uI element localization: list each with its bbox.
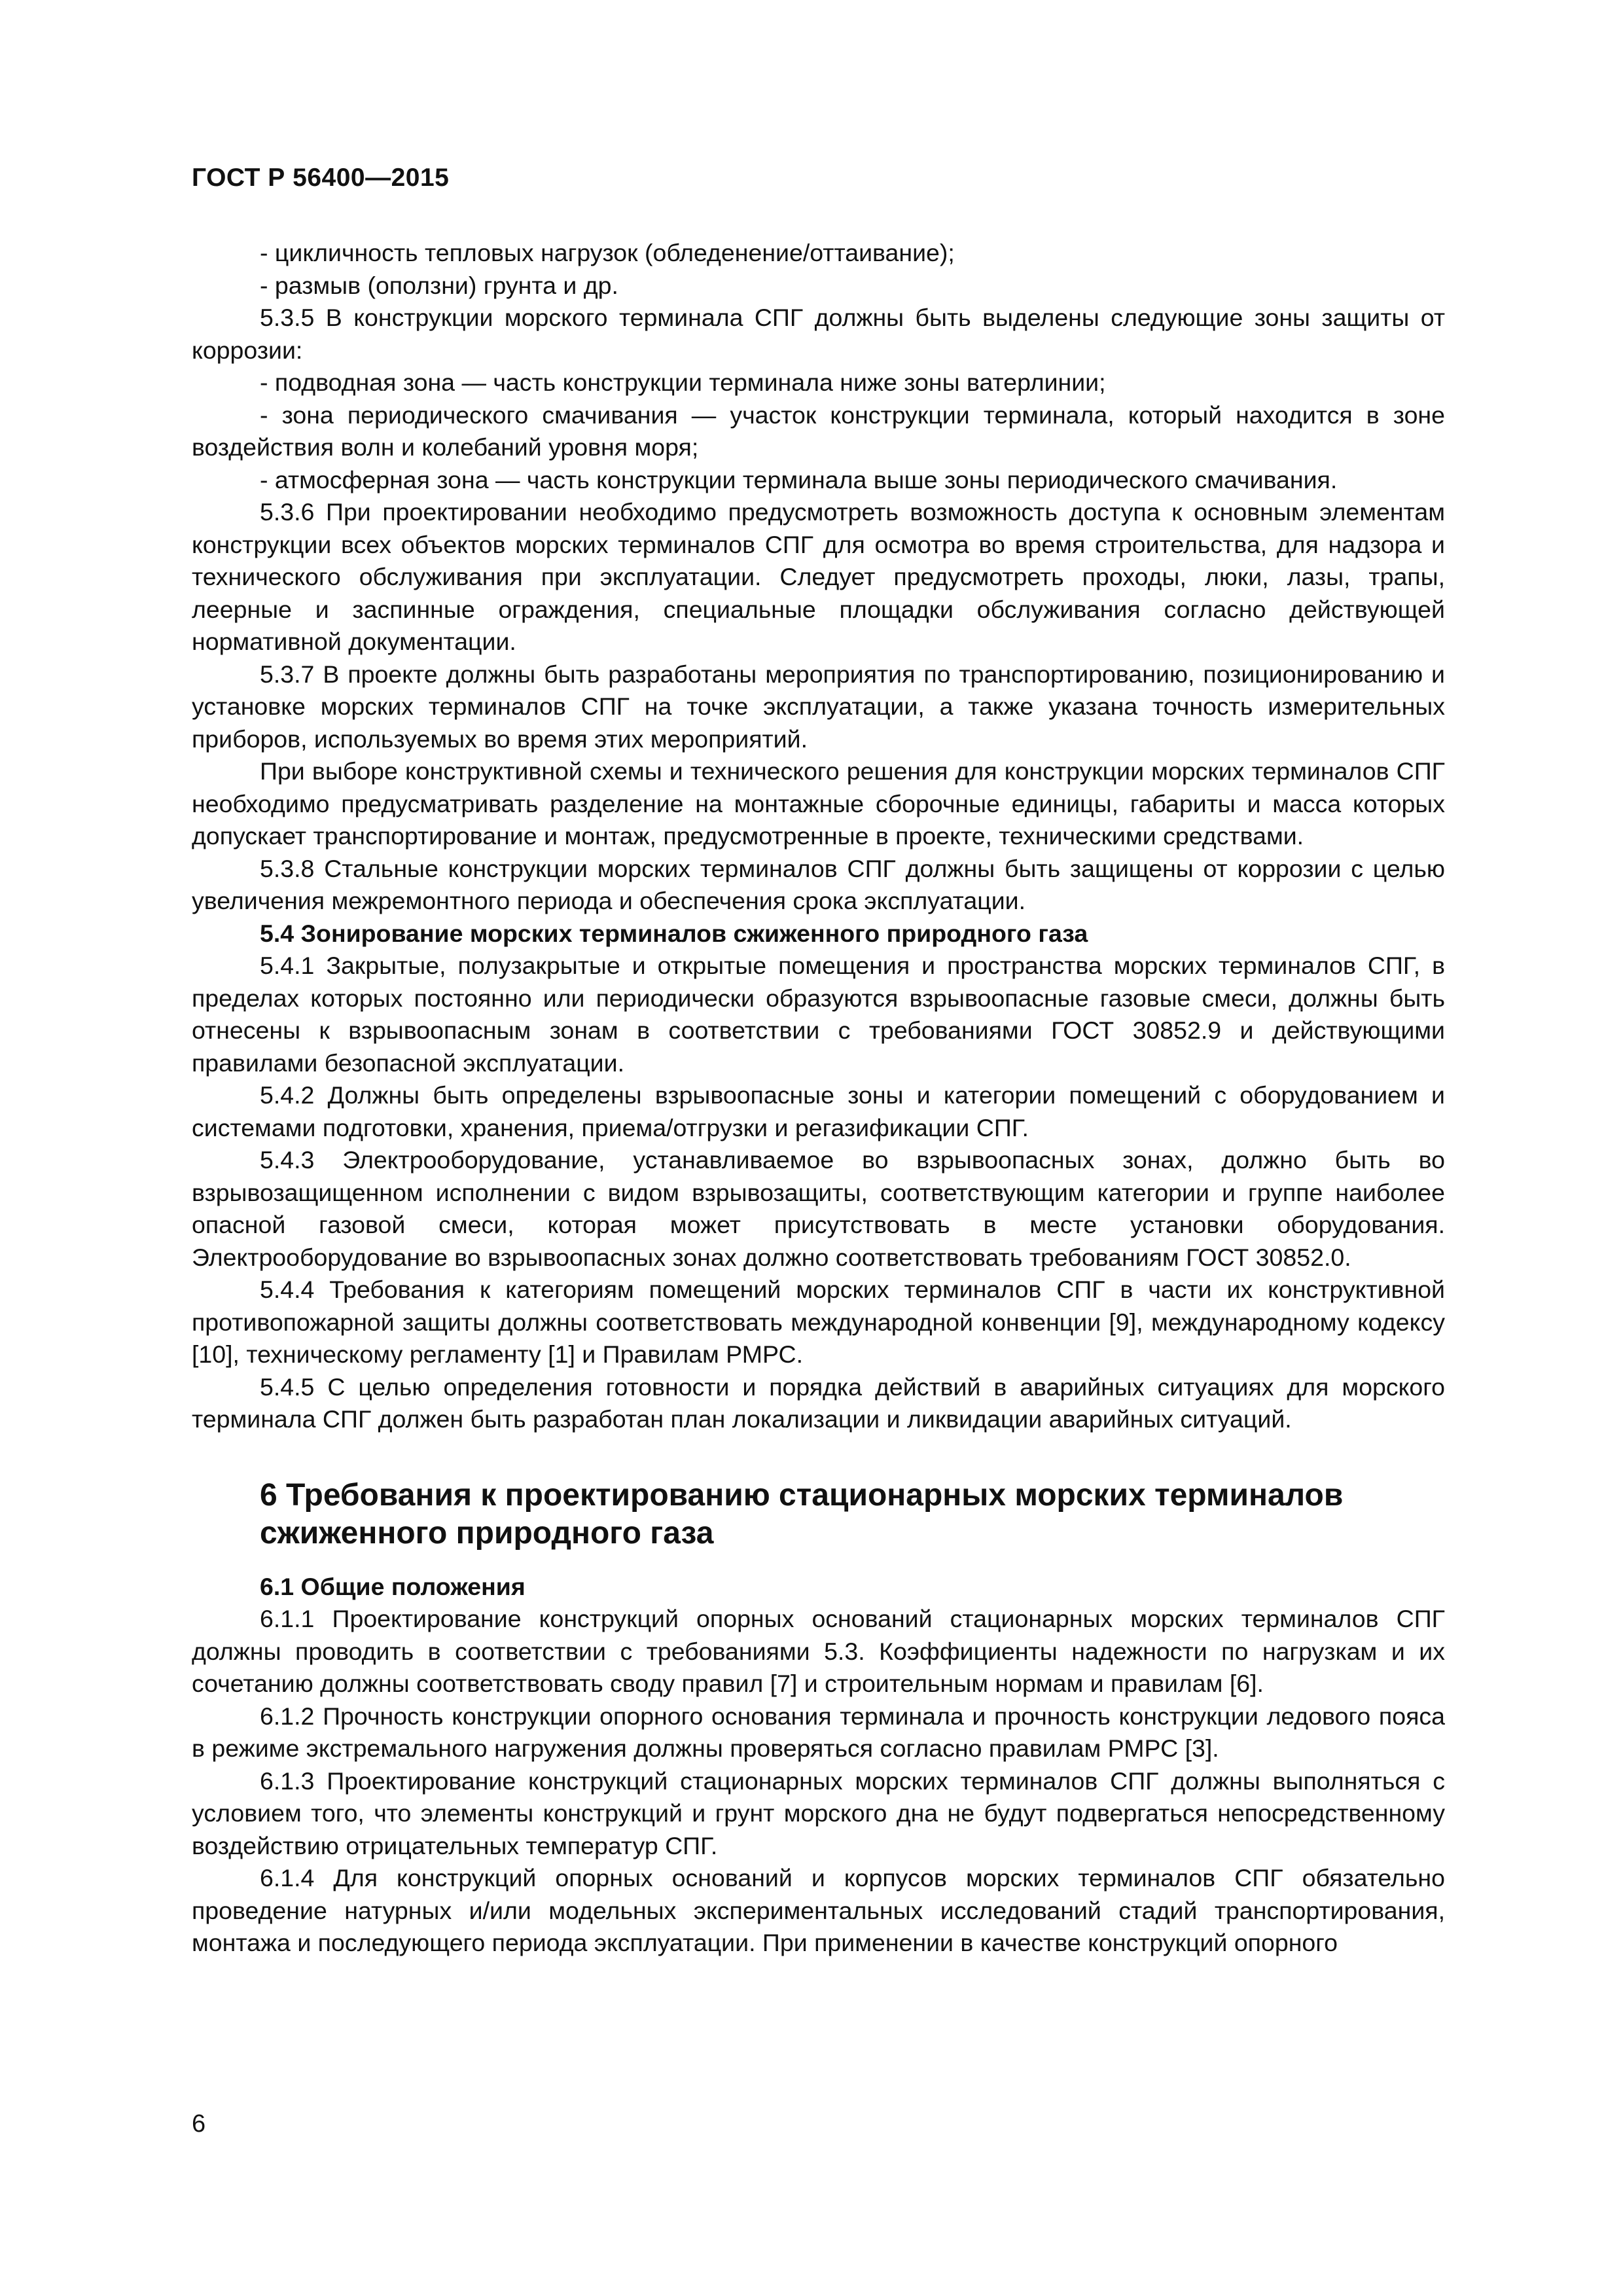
page-number: 6 bbox=[192, 2110, 206, 2138]
list-item-underwater-zone: - подводная зона — часть конструкции терминала ниже зоны ватерлинии; bbox=[260, 368, 1106, 396]
list-item-atmospheric-zone: - атмосферная зона — часть конструкции терминала выше зоны периодического смачивания. bbox=[260, 465, 1338, 493]
list-item-thermal-cycles: - цикличность тепловых нагрузок (обледенение/оттаивание); bbox=[260, 239, 955, 266]
list-item-soil-erosion: - размыв (оползни) грунта и др. bbox=[260, 271, 618, 299]
clause-5-4-4: 5.4.4 Требования к категориям помещений морских терминалов СПГ в части их конструктивной противопожарной защиты должны соответствовать международной конвенции [9], международному кодексу [10], техническому регламенту [1] и Правилам РМРС. bbox=[192, 1276, 1445, 1368]
clause-5-4-5: 5.4.5 С целью определения готовности и порядка действий в аварийных ситуациях для морского терминала СПГ должен быть разработан план локализации и ликвидации аварийных ситуаций. bbox=[192, 1372, 1445, 1433]
clause-5-3-5: 5.3.5 В конструкции морского терминала СПГ должны быть выделены следующие зоны защиты от коррозии: bbox=[192, 304, 1445, 364]
clause-5-4-2: 5.4.2 Должны быть определены взрывоопасные зоны и категории помещений с оборудованием и системами подготовки, хранения, приема/отгрузки и регазификации СПГ. bbox=[192, 1081, 1445, 1141]
document-header: ГОСТ Р 56400—2015 bbox=[192, 164, 450, 192]
clause-5-3-7-continued: При выборе конструктивной схемы и технического решения для конструкции морских терминалов СПГ необходимо предусматривать разделение на монтажные сборочные единицы, габариты и масса которых допускает транспортирование и монтаж, предусмотренные в проекте, техническими средствами. bbox=[192, 757, 1445, 850]
list-item-splash-zone: - зона периодического смачивания — участок конструкции терминала, который находится в зоне воздействия волн и колебаний уровня моря; bbox=[192, 401, 1445, 461]
clause-5-3-7: 5.3.7 В проекте должны быть разработаны мероприятия по транспортированию, позиционированию и установке морских терминалов СПГ на точке эксплуатации, а также указана точность измерительных приборов, используемых во время этих мероприятий. bbox=[192, 660, 1445, 753]
clause-6-1-1: 6.1.1 Проектирование конструкций опорных оснований стационарных морских терминалов СПГ должны проводить в соответствии с требованиями 5.3. Коэффициенты надежности по нагрузкам и их сочетанию должны соответствовать своду правил [7] и строительным нормам и правилам [6]. bbox=[192, 1605, 1445, 1697]
clause-6-1-4: 6.1.4 Для конструкций опорных оснований и корпусов морских терминалов СПГ обязательно проведение натурных и/или модельных экспериментальных исследований стадий транспортирования, монтажа и последующего периода эксплуатации. При применении в качестве конструкций опорного bbox=[192, 1864, 1445, 1956]
clause-6-1-2: 6.1.2 Прочность конструкции опорного основания терминала и прочность конструкции ледового пояса в режиме экстремального нагружения должны проверяться согласно правилам РМРС [3]. bbox=[192, 1702, 1445, 1762]
clause-5-4-1: 5.4.1 Закрытые, полузакрытые и открытые помещения и пространства морских терминалов СПГ, в пределах которых постоянно или периодически образуются взрывоопасные газовые смеси, должны быть отнесены к взрывоопасным зонам в соответствии с требованиями ГОСТ 30852.9 и действующими правилами безопасной эксплуатации. bbox=[192, 952, 1445, 1077]
chapter-heading-6: 6 Требования к проектированию стационарных морских терминалов сжиженного природного газа bbox=[260, 1477, 1344, 1551]
section-heading-6-1: 6.1 Общие положения bbox=[260, 1572, 526, 1600]
document-body bbox=[192, 237, 1445, 1960]
clause-6-1-3: 6.1.3 Проектирование конструкций стационарных морских терминалов СПГ должны выполняться с условием того, что элементы конструкций и грунт морского дна не будут подвергаться непосредственному воздействию отрицательных температур СПГ. bbox=[192, 1767, 1445, 1859]
clause-5-3-6: 5.3.6 При проектировании необходимо предусмотреть возможность доступа к основным элементам конструкции всех объектов морских терминалов СПГ для осмотра во время строительства, для надзора и технического обслуживания при эксплуатации. Следует предусмотреть проходы, люки, лазы, трапы, леерные и заспинные ограждения, специальные площадки обслуживания согласно действующей нормативной документации. bbox=[192, 498, 1445, 655]
clause-5-4-3: 5.4.3 Электрооборудование, устанавливаемое во взрывоопасных зонах, должно быть во взрывозащищенном исполнении с видом взрывозащиты, соответствующим категории и группе наиболее опасной газовой смеси, которая может присутствовать в месте установки оборудования. Электрооборудование во взрывоопасных зонах должно соответствовать требованиям ГОСТ 30852.0. bbox=[192, 1146, 1445, 1271]
clause-5-3-8: 5.3.8 Стальные конструкции морских терминалов СПГ должны быть защищены от коррозии с целью увеличения межремонтного периода и обеспечения срока эксплуатации. bbox=[192, 854, 1445, 914]
section-heading-5-4: 5.4 Зонирование морских терминалов сжиженного природного газа bbox=[260, 919, 1088, 947]
